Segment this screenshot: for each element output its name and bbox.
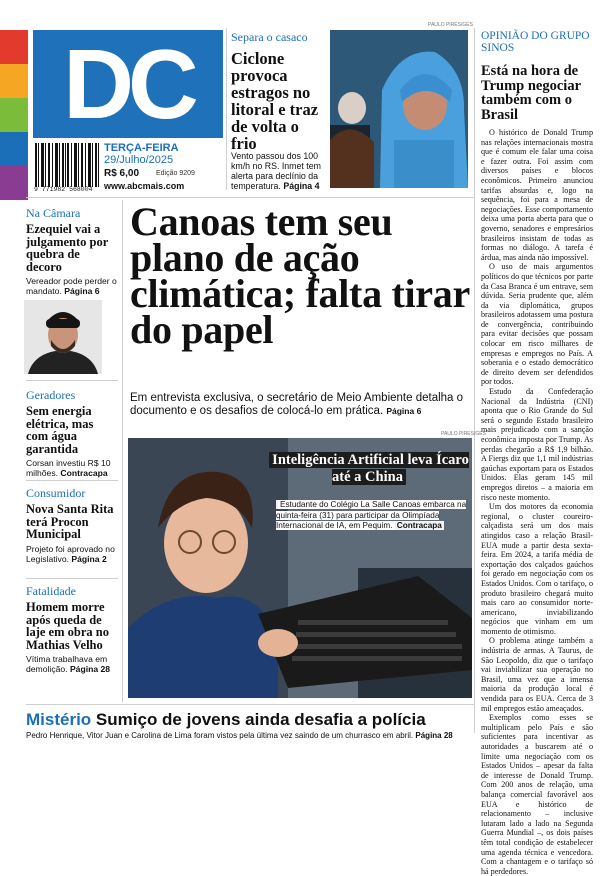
section-kicker: Fatalidade xyxy=(26,584,76,598)
main-page-ref[interactable]: Página 6 xyxy=(386,406,422,416)
opinion-kicker: OPINIÃO DO GRUPO SINOS xyxy=(481,30,590,54)
price: R$ 6,00 xyxy=(104,168,140,179)
person-portrait-icon xyxy=(24,300,102,374)
barcode-icon xyxy=(34,143,100,187)
newspaper-logo xyxy=(33,30,223,138)
divider xyxy=(26,380,118,381)
section-body: Vítima trabalhava em demolição. Página 28 xyxy=(26,654,111,674)
main-subhead: Em entrevista exclusiva, o secretário de Meio Ambiente detalha o documento e os desafios de colocá-lo em prática. Página 6 xyxy=(130,392,464,417)
section-kicker: Na Câmara xyxy=(26,206,81,220)
opinion-body xyxy=(481,128,593,876)
photo-story-caption: Estudante do Colégio La Salle Canoas embarca na quinta-feira (31) para participar da Olimpíada Internacional de IA, em Pequim. Contracapa xyxy=(276,500,467,530)
avatar xyxy=(24,300,102,374)
teaser-headline[interactable]: Ciclone provoca estragos no litoral e traz de volta o frio xyxy=(231,49,319,153)
section-headline[interactable]: Homem morre após queda de laje em obra no Mathias Velho xyxy=(26,600,109,652)
photo-credit: PAULO PIRES/GES xyxy=(428,22,473,28)
photo-story-headline[interactable]: Inteligência Artificial leva Ícaro até a China xyxy=(264,452,474,486)
section-fatalidade[interactable] xyxy=(26,584,118,674)
bottom-kicker: Mistério xyxy=(26,710,92,729)
divider xyxy=(26,197,474,198)
teaser-page-ref[interactable]: Página 4 xyxy=(283,181,320,191)
teaser-body: Vento passou dos 100 km/h no RS. Inmet tem alerta para declínio da temperatura. Página 4 xyxy=(231,151,321,191)
opinion-paragraph: Estudo da Confederação Nacional da Indústria (CNI) aponta que o Rio Grande do Sul será o segundo Estado brasileiro mais prejudicado com a sanção econômica imposta por Trump. As perdas chegarão a R$ 1,9 bilhão. A Fiergs diz que 1,1 mil indústrias gaúchas exportam para os Estados Unidos. Elas geram 145 mil empregos diretos – a maioria em risco neste momento. xyxy=(481,387,593,502)
barcode-number: 9 771982 568004 xyxy=(34,186,93,193)
opinion-paragraph: Exemplos como esses se multiplicam pelo País e são suficientes para incentivar as autoridades a buscarem até o limite uma negociação com os Estados Unidos – apesar da falta de interesse de Donald Trump. Com 200 anos de relação, uma balança comercial favorável aos EUA e histórico de relacionamento – inclusive lutaram lado a lado na Segunda Guerra Mundial –, os dois países têm total condição de estabelecer uma agenda técnica e vencedora. Com a chantagem e o tarifaço só há perdedores. xyxy=(481,713,593,876)
date: 29/Julho/2025 xyxy=(104,154,174,166)
divider xyxy=(122,200,123,702)
photo-story-page-ref[interactable]: Contracapa xyxy=(396,521,442,530)
website-link[interactable]: www.abcmais.com xyxy=(104,181,185,191)
opinion-paragraph: O problema atinge também a indústria de armas. A Taurus, de São Leopoldo, diz que o tarifaço vai inviabilizar sua operação no Brasil, uma vez que a imensa maioria da produção local é vendida para os EUA. Cerca de 3 mil empregos estão ameaçados. xyxy=(481,636,593,713)
photo-credit: PAULO PIRES/GES xyxy=(441,431,486,437)
divider xyxy=(474,28,475,733)
teaser-photo[interactable] xyxy=(330,30,468,188)
opinion-paragraph: O histórico de Donald Trump nas relações internacionais mostra que é comum ele falar uma coisa e fazer outra. Foi assim com diversos países e blocos econômicos. Primeiro anunciou tarifas absurdas e, logo na sequência, foi para a mesa de negociações. Esse comportamento deixa uma porta aberta para que o governo, senadores e empresários brasileiros insistam de todas as formas no diálogo. A tarefa é árdua, mas ainda não impossível. xyxy=(481,128,593,262)
section-headline[interactable]: Ezequiel vai a julgamento por quebra de decoro xyxy=(26,222,109,274)
section-kicker: Consumidor xyxy=(26,486,86,500)
opinion-title[interactable]: Está na hora de Trump negociar também com o Brasil xyxy=(481,63,581,123)
opinion-paragraph: Um dos motores da economia regional, o cluster coureiro-calçadista será um dos mais atingidos caso a relação Brasil-EUA mude a partir desta sexta-feira. Em 2024, a tarifa média de exportação dos calçados gaúchos foi gerado em negociação com os Estados Unidos. Com o tarifaço, o produto brasileiro chegará muito mais caro ao consumidor norte-americano, inviabilizando negócios que vinham em um momento de otimismo. xyxy=(481,502,593,636)
bottom-story-body: Pedro Henrique, Vitor Juan e Carolina de Lima foram vistos pela última vez saindo de um churrasco em abril. Página 28 xyxy=(26,731,453,740)
section-headline[interactable]: Sem energia elétrica, mas com água garantida xyxy=(26,404,94,456)
opinion-paragraph: O uso de mais argumentos políticos do que técnicos por parte da Casa Branca é um entrave, sem dúvida. Seria prudente que, além da via diplomática, grupos brasileiros adotassem uma postura de convergência, contribuindo para evitar decisões que possam colocar em risco milhares de empresas e empregos no País. A soberania e o estado democrático de direito devem ser defendidos por todos. xyxy=(481,262,593,387)
color-strip xyxy=(0,30,28,200)
section-page-ref[interactable]: Página 2 xyxy=(71,553,107,564)
divider xyxy=(26,480,118,481)
section-body: Vereador pode perder o mandato. Página 6 xyxy=(26,276,117,296)
bottom-story-headline[interactable]: Mistério Sumiço de jovens ainda desafia a polícia xyxy=(26,710,426,729)
section-page-ref[interactable]: Página 6 xyxy=(64,286,100,296)
section-kicker: Geradores xyxy=(26,388,76,402)
section-page-ref[interactable]: Contracapa xyxy=(60,468,108,478)
divider xyxy=(26,578,118,579)
logo-text: DC xyxy=(63,29,193,139)
section-na-camara[interactable] xyxy=(26,206,118,296)
edition-number: Edição 9209 xyxy=(156,170,195,177)
main-headline[interactable]: Canoas tem seu plano de ação climática; falta tirar do papel xyxy=(130,199,470,352)
divider xyxy=(26,704,474,705)
section-consumidor[interactable] xyxy=(26,486,118,564)
cold-weather-photo-icon xyxy=(330,30,468,188)
divider xyxy=(226,28,227,190)
teaser-kicker: Separa o casaco xyxy=(231,30,308,44)
section-body: Projeto foi aprovado no Legislativo. Página 2 xyxy=(26,543,115,564)
section-body: Corsan investiu R$ 10 milhões. Contracapa xyxy=(26,458,111,478)
weekday: TERÇA-FEIRA xyxy=(104,142,179,154)
section-geradores[interactable] xyxy=(26,388,118,478)
section-page-ref[interactable]: Página 28 xyxy=(69,664,111,674)
section-headline[interactable]: Nova Santa Rita terá Procon Municipal xyxy=(26,502,114,541)
bottom-page-ref[interactable]: Página 28 xyxy=(415,731,453,740)
